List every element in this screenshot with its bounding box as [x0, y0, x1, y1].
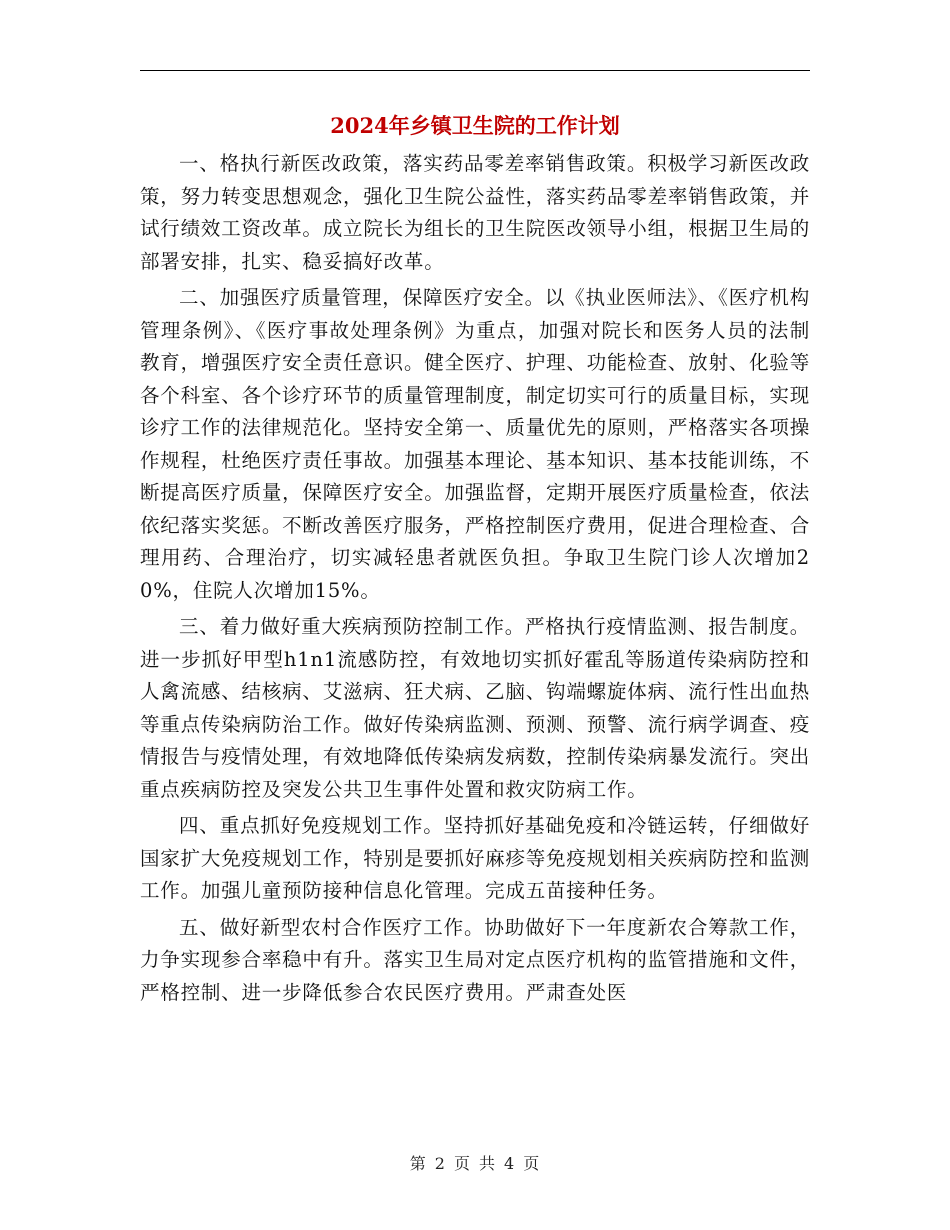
page-footer: [0, 1153, 950, 1175]
footer-page-unit: 页: [453, 1154, 471, 1173]
paragraph-5: 五、做好新型农村合作医疗工作。协助做好下一年度新农合筹款工作，力争实现参合率稳中有升。落实卫生局对定点医疗机构的监管措施和文件，严格控制、进一步降低参合农民医疗费用。严肃查处医: [140, 915, 810, 1004]
document-body: [140, 148, 810, 1013]
paragraph-3: 三、着力做好重大疾病预防控制工作。严格执行疫情监测、报告制度。进一步抓好甲型h1n1流感防控，有效地切实抓好霍乱等肠道传染病防控和人禽流感、结核病、艾滋病、狂犬病、乙脑、钩端螺旋体病、流行性出血热等重点传染病防治工作。做好传染病监测、预测、预警、流行病学调查、疫情报告与疫情处理，有效地降低传染病发病数，控制传染病暴发流行。突出重点疾病防控及突发公共卫生事件处置和救灾防病工作。: [140, 615, 810, 801]
paragraph-1: 一、格执行新医改政策，落实药品零差率销售政策。积极学习新医改政策，努力转变思想观念，强化卫生院公益性，落实药品零差率销售政策，并试行绩效工资改革。成立院长为组长的卫生院医改领导小组，根据卫生局的部署安排，扎实、稳妥搞好改革。: [140, 152, 810, 273]
footer-page-prefix: 第: [409, 1154, 427, 1173]
paragraph-4: 四、重点抓好免疫规划工作。坚持抓好基础免疫和冷链运转，仔细做好国家扩大免疫规划工作，特别是要抓好麻疹等免疫规划相关疾病防控和监测工作。加强儿童预防接种信息化管理。完成五苗接种任务。: [140, 814, 810, 902]
footer-total-prefix: 共: [479, 1154, 497, 1173]
footer-current-page: 2: [434, 1154, 446, 1173]
footer-total-unit: 页: [523, 1154, 541, 1173]
document-title: 2024年乡镇卫生院的工作计划: [330, 113, 620, 138]
header-rule: [140, 70, 810, 71]
paragraph-2: 二、加强医疗质量管理，保障医疗安全。以《执业医师法》、《医疗机构管理条例》、《医疗事故处理条例》为重点，加强对院长和医务人员的法制教育，增强医疗安全责任意识。健全医疗、护理、功能检查、放射、化验等各个科室、各个诊疗环节的质量管理制度，制定切实可行的质量目标，实现诊疗工作的法律规范化。坚持安全第一、质量优先的原则，严格落实各项操作规程，杜绝医疗责任事故。加强基本理论、基本知识、基本技能训练，不断提高医疗质量，保障医疗安全。加强监督，定期开展医疗质量检查，依法依纪落实奖惩。不断改善医疗服务，严格控制医疗费用，促进合理检查、合理用药、合理治疗，切实减轻患者就医负担。争取卫生院门诊人次增加20%，住院人次增加15%。: [140, 286, 810, 602]
footer-total-pages: 4: [504, 1154, 516, 1173]
